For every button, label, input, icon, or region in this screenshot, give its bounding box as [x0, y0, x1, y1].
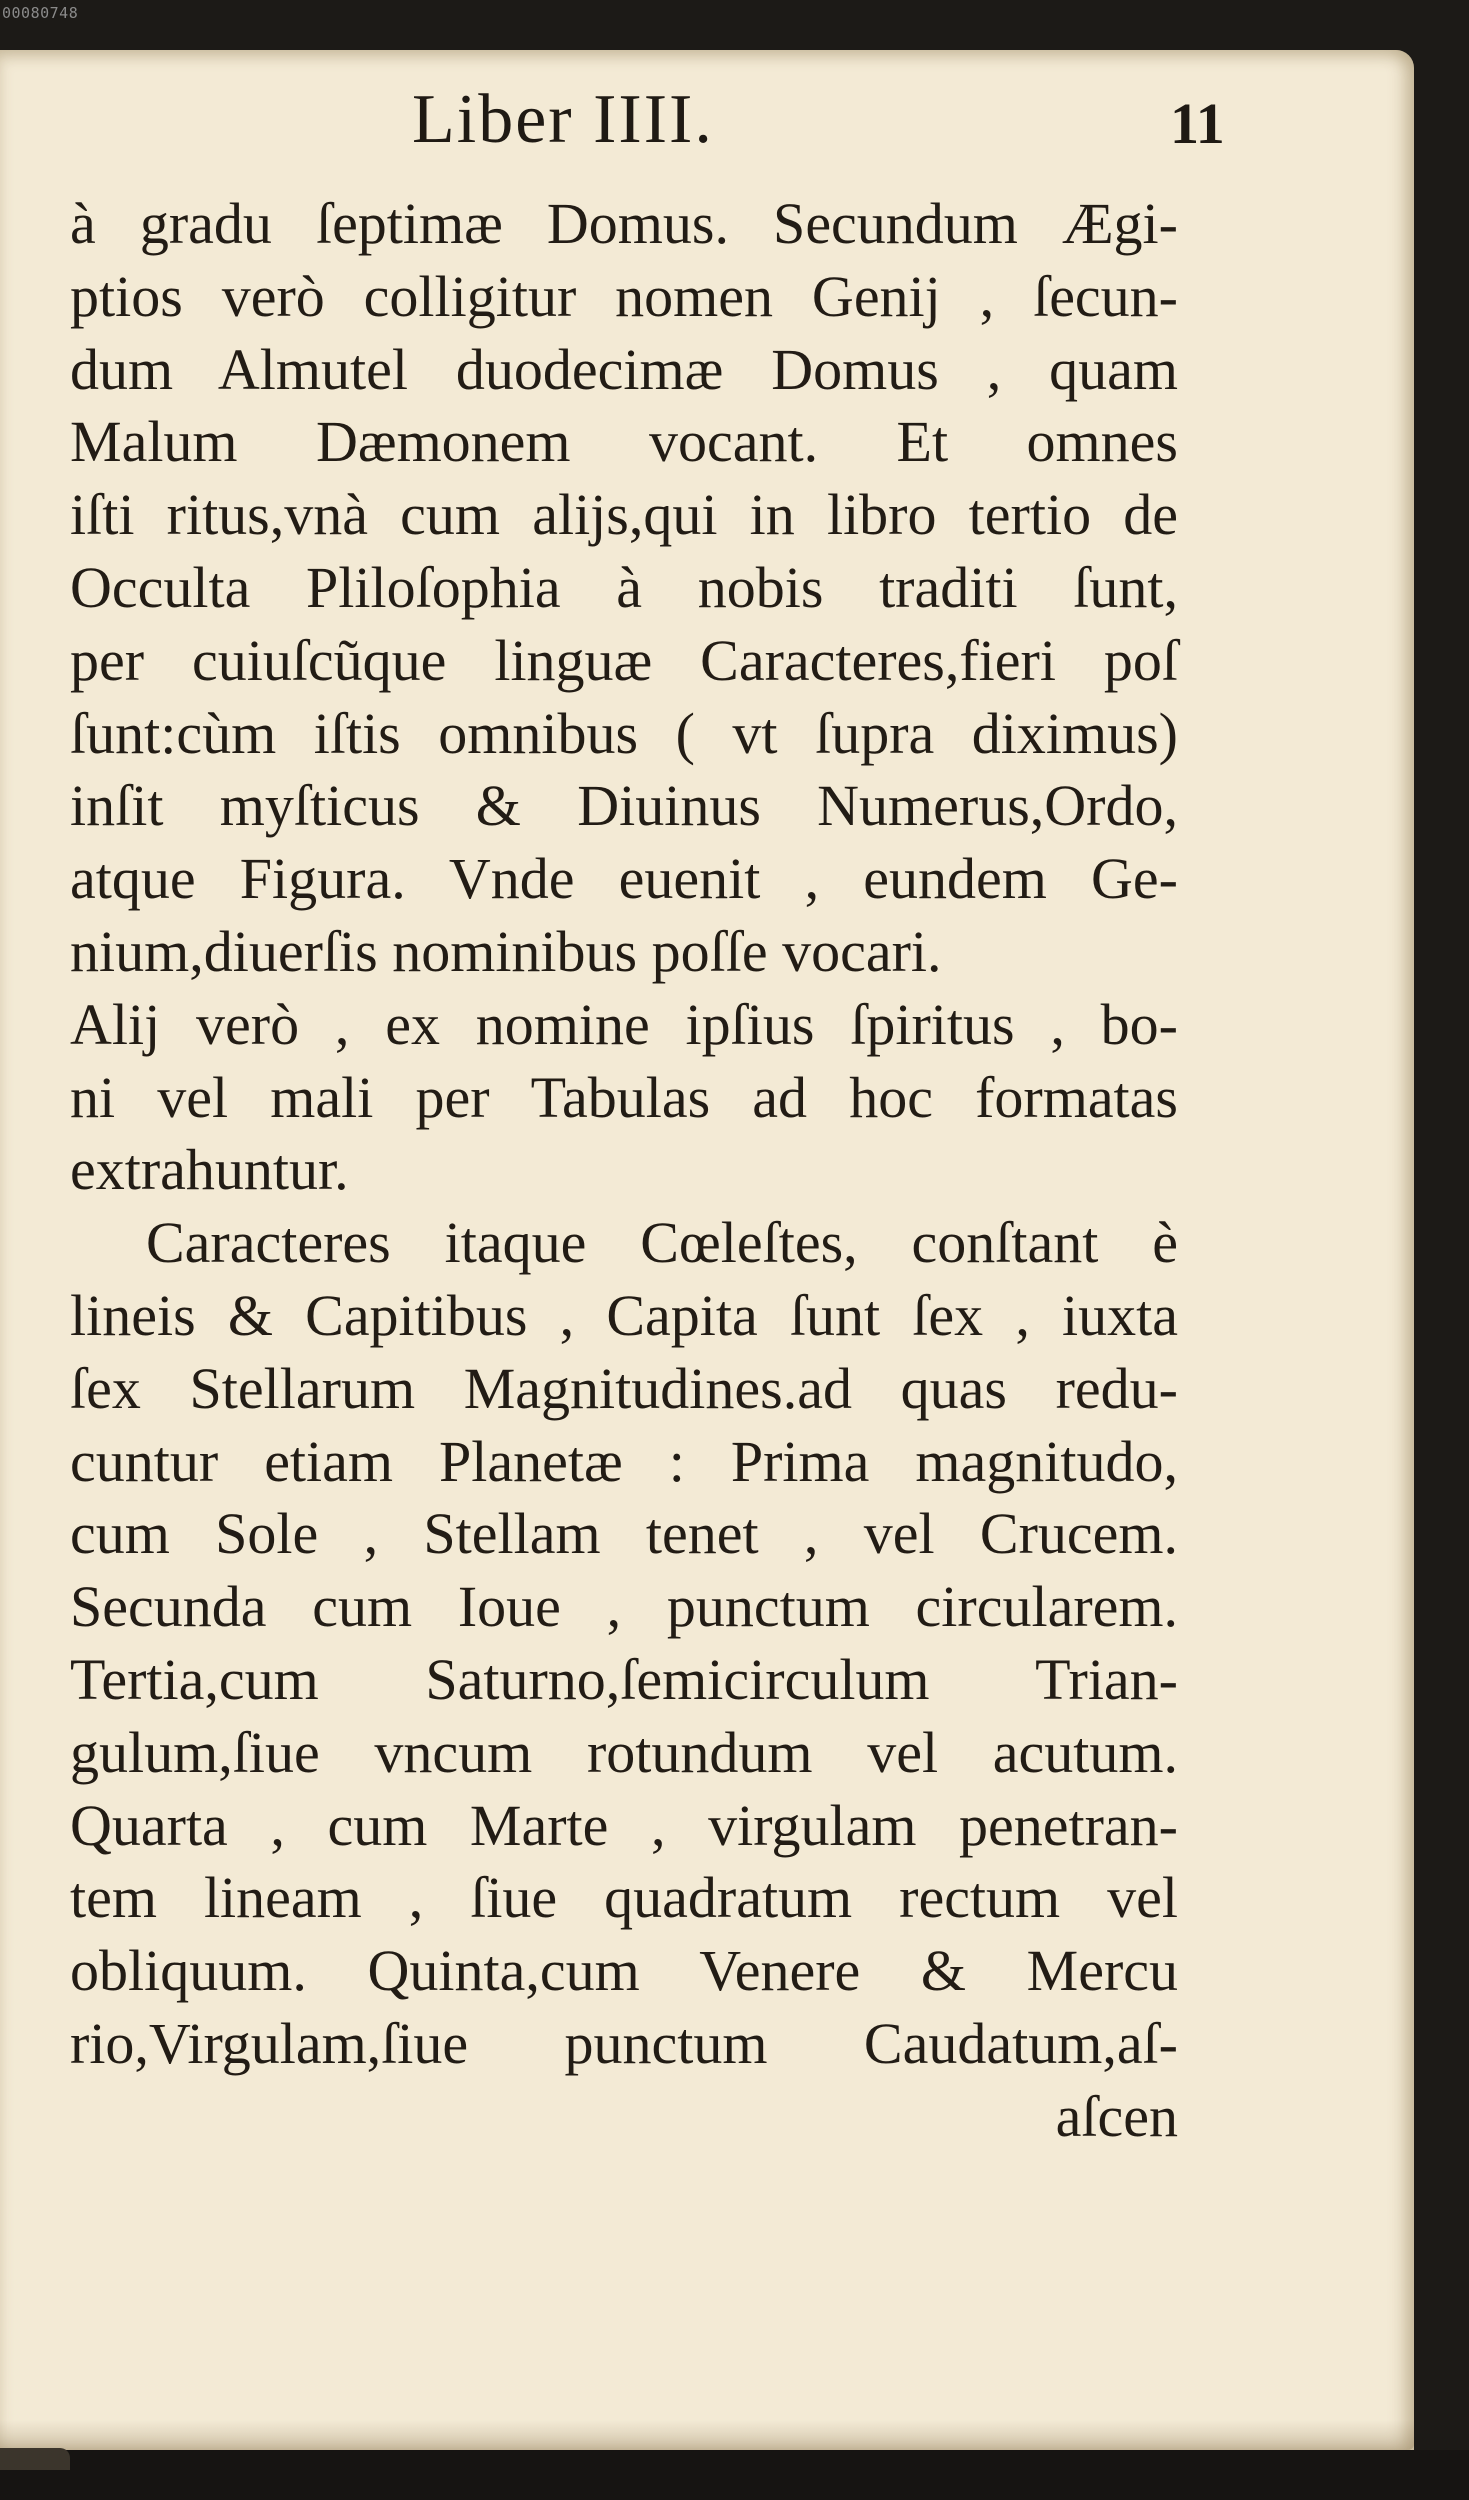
text-line: lineis & Capitibus , Capita ſunt ſex , iuxta — [70, 1282, 1178, 1348]
text-line: à gradu ſeptimæ Domus. Secundum Ægi- — [70, 191, 1178, 256]
paragraph-start-line: Caracteres itaque Cœleſtes, conſtant è — [146, 1210, 1178, 1276]
text-line: nium,diuerſis nominibus poſſe vocari. — [70, 918, 942, 984]
text-line: Occulta Pliloſophia à nobis traditi ſunt, — [70, 554, 1178, 620]
text-line: extrahuntur. — [70, 1137, 349, 1203]
text-line: ptios verò colligitur nomen Genij , ſecun- — [70, 263, 1178, 329]
scan-id-label: 00080748 — [2, 4, 79, 22]
body-text — [70, 188, 1178, 2154]
scan-bottom-edge — [0, 2450, 1469, 2500]
scan-bottom-tab — [0, 2448, 70, 2470]
text-line: obliquum. Quinta,cum Venere & Mercu — [70, 1938, 1178, 2004]
text-line: per cuiuſcũque linguæ Caracteres,fieri poſ — [70, 627, 1178, 693]
text-line: inſit myſticus & Diuinus Numerus,Ordo, — [70, 773, 1178, 839]
text-line: cuntur etiam Planetæ : Prima magnitudo, — [70, 1428, 1178, 1494]
text-line: rio,Virgulam,ſiue punctum Caudatum,aſ- — [70, 2010, 1178, 2076]
text-line: Malum Dæmonem vocant. Et omnes — [70, 409, 1178, 475]
book-page — [0, 50, 1414, 2450]
text-line: dum Almutel duodecimæ Domus , quam — [70, 336, 1178, 402]
text-line: iſti ritus,vnà cum alijs,qui in libro tertio de — [70, 482, 1178, 548]
text-line: gulum,ſiue vncum rotundum vel acutum. — [70, 1719, 1178, 1785]
catchword: aſcen — [1055, 2083, 1178, 2149]
text-line: ſunt:cùm iſtis omnibus ( vt ſupra diximus) — [70, 700, 1178, 766]
running-title: Liber IIII. — [412, 81, 714, 158]
text-line: ni vel mali per Tabulas ad hoc formatas — [70, 1064, 1178, 1130]
text-line: atque Figura. Vnde euenit , eundem Ge- — [70, 846, 1178, 912]
text-line: ſex Stellarum Magnitudines.ad quas redu- — [70, 1355, 1178, 1421]
text-line: cum Sole , Stellam tenet , vel Crucem. — [70, 1501, 1178, 1567]
text-line: tem lineam , ſiue quadratum rectum vel — [70, 1865, 1178, 1931]
text-line: Tertia,cum Saturno,ſemicirculum Trian- — [70, 1646, 1178, 1712]
text-line: Secunda cum Ioue , punctum circularem. — [70, 1574, 1178, 1640]
text-line: Alij verò , ex nomine ipſius ſpiritus , bo- — [70, 991, 1178, 1057]
text-line: Quarta , cum Marte , virgulam penetran- — [70, 1792, 1178, 1858]
page-number: 11 — [1170, 91, 1225, 156]
